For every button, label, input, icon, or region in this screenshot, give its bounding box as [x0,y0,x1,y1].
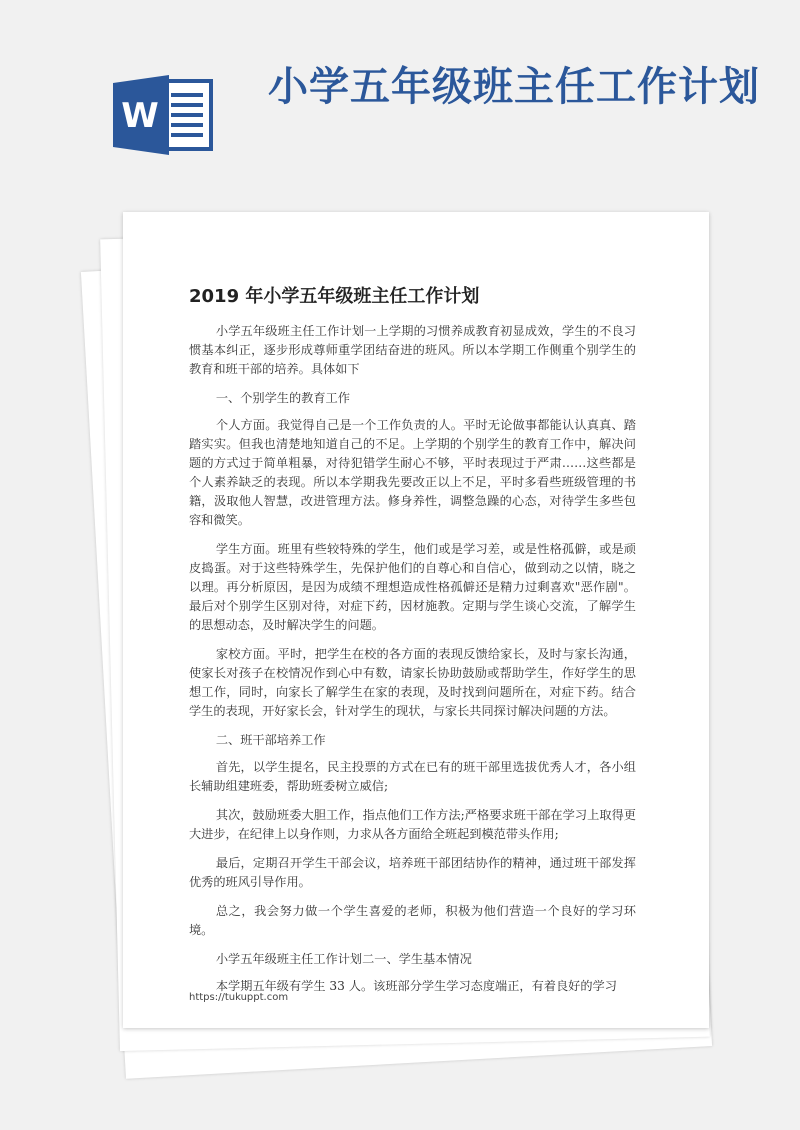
paragraph-home-school: 家校方面。平时，把学生在校的各方面的表现反馈给家长，及时与家长沟通，使家长对孩子在校情况作到心中有数，请家长协助鼓励或帮助学生，作好学生的思想工作，同时，向家长了解学生在家的表现，及时找到问题所在，对症下药。结合学生的表现，开好家长会，针对学生的现状，与家长共同探讨解决问题的方法。 [189,647,636,718]
document-title: 2019 年小学五年级班主任工作计划 [189,286,480,307]
page-title: 小学五年级班主任工作计划 [268,64,760,110]
paragraph-second: 其次，鼓励班委大胆工作，指点他们工作方法;严格要求班干部在学习上取得更大进步，在纪律上以身作则，力求从各方面给全班起到模范带头作用; [189,808,636,841]
paragraph-last: 最后，定期召开学生干部会议，培养班干部团结协作的精神，通过班干部发挥优秀的班风引导作用。 [189,856,636,889]
paragraph-intro: 小学五年级班主任工作计划一上学期的习惯养成教育初显成效，学生的不良习惯基本纠正，逐步形成尊师重学团结奋进的班风。所以本学期工作侧重个别学生的教育和班干部的培养。具体如下 [189,324,636,376]
paragraph-class-info: 本学期五年级有学生 33 人。该班部分学生学习态度端正，有着良好的学习 [215,979,617,993]
word-document-icon [113,75,213,155]
paragraph-summary: 总之，我会努力做一个学生喜爱的老师，积极为他们营造一个良好的学习环境。 [189,904,636,937]
document-body [189,322,636,1006]
paragraph-students: 学生方面。班里有些较特殊的学生，他们或是学习差，或是性格孤僻，或是顽皮捣蛋。对于这些特殊学生，先保护他们的自尊心和自信心，做到动之以情，晓之以理。再分析原因，是因为成绩不理想造成性格孤僻还是精力过剩喜欢"恶作剧"。最后对个别学生区别对待，对症下药，因材施教。定期与学生谈心交流，了解学生的思想动态，及时解决学生的问题。 [189,542,636,632]
paragraph-personal: 个人方面。我觉得自己是一个工作负责的人。平时无论做事都能认认真真、踏踏实实。但我也清楚地知道自己的不足。上学期的个别学生的教育工作中，解决问题的方式过于简单粗暴，对待犯错学生耐心不够，平时表现过于严肃……这些都是个人素养缺乏的表现。所以本学期我先要改正以上不足，平时多看些班级管理的书籍，汲取他人智慧，改进管理方法。修身养性，调整急躁的心态，对待学生多些包容和微笑。 [189,418,636,527]
section-heading-1: 一、个别学生的教育工作 [215,391,350,405]
word-logo-letter: W [121,96,159,136]
section-heading-2: 二、班干部培养工作 [215,733,326,747]
document-page [123,212,709,1028]
paragraph-first: 首先，以学生提名，民主投票的方式在已有的班干部里选拔优秀人才，各小组长辅助组建班委，帮助班委树立威信; [189,760,636,793]
footer-url[interactable]: https://tukuppt.com [189,992,289,1003]
section-heading-plan-two: 小学五年级班主任工作计划二一、学生基本情况 [215,952,472,966]
